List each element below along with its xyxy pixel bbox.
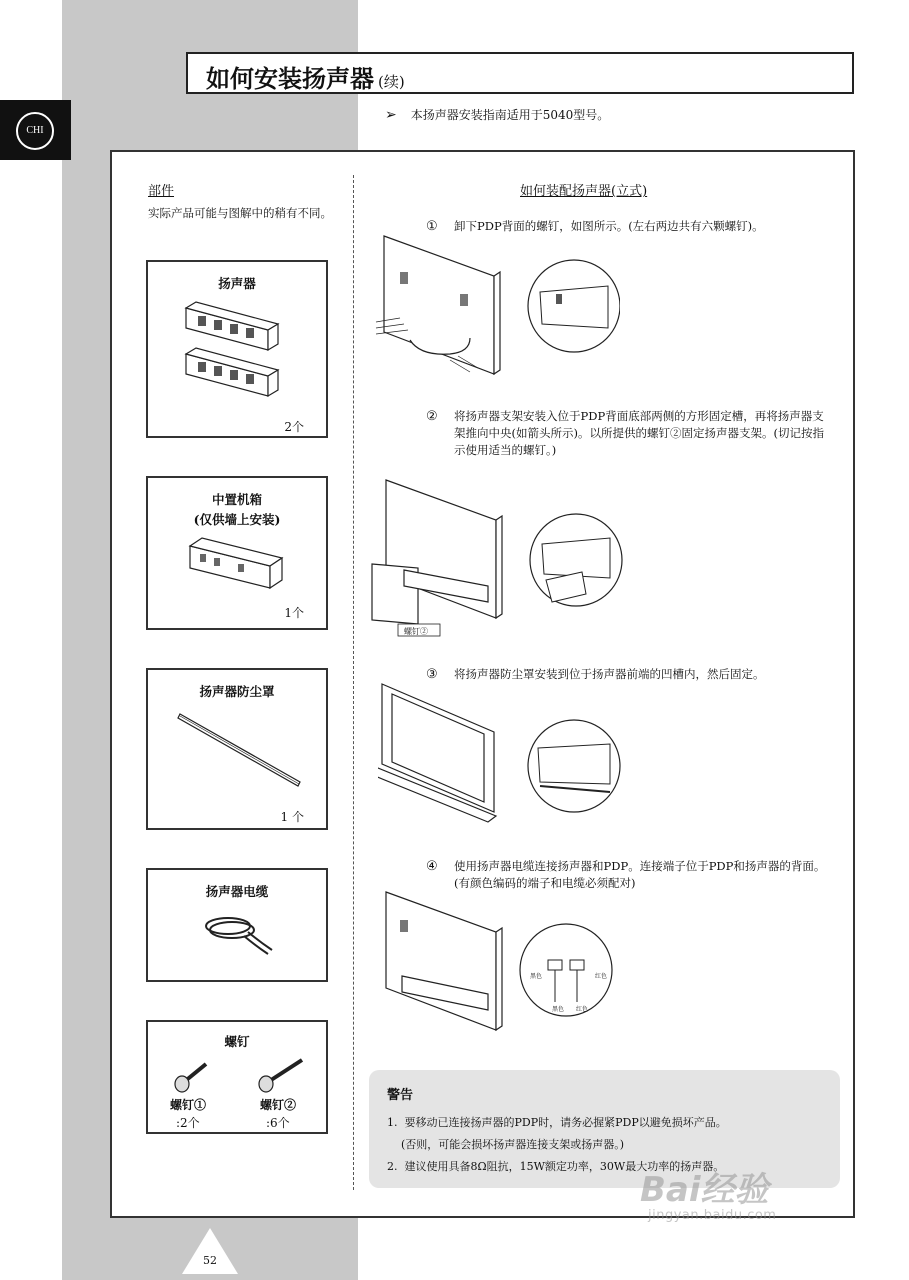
baidu-watermark bbox=[640, 1162, 777, 1223]
watermark-logo: Bai经验 bbox=[640, 1170, 769, 1210]
red-cable-label: 红色 bbox=[576, 1006, 589, 1013]
dust-cover-illustration bbox=[176, 710, 306, 790]
step-1-illustration bbox=[370, 232, 620, 382]
page-number-marker bbox=[182, 1228, 238, 1274]
part-center-box-title: 中置机箱 bbox=[211, 492, 262, 507]
title-box bbox=[186, 52, 854, 94]
speaker-illustration bbox=[178, 298, 298, 408]
center-box-illustration bbox=[184, 534, 294, 594]
page-title-suffix: (续) bbox=[378, 73, 405, 91]
screw-1-icon bbox=[172, 1058, 212, 1094]
part-dust-cover-qty: 1 个 bbox=[280, 810, 304, 824]
warning-title: 警告 bbox=[387, 1088, 414, 1103]
step-3-text: 将扬声器防尘罩安装到位于扬声器前端的凹槽内，然后固定。 bbox=[454, 667, 765, 681]
arrow-icon: ➢ bbox=[385, 107, 397, 123]
assembly-heading: 如何装配扬声器(立式) bbox=[520, 184, 648, 199]
part-speaker-cable-title: 扬声器电缆 bbox=[205, 884, 269, 899]
language-tab bbox=[0, 100, 71, 160]
cable-illustration bbox=[198, 908, 278, 958]
parts-heading: 部件 bbox=[148, 184, 175, 199]
warning-box bbox=[369, 1070, 840, 1188]
part-center-box-subtitle: (仅供墙上安装) bbox=[193, 512, 281, 527]
watermark-url: jingyan.baidu.com bbox=[648, 1208, 777, 1223]
part-screws-title: 螺钉 bbox=[224, 1034, 250, 1049]
page-title-text: 如何安装扬声器 bbox=[206, 64, 374, 93]
model-note-text: 本扬声器安装指南适用于5040型号。 bbox=[410, 108, 610, 122]
part-speaker bbox=[146, 260, 328, 438]
part-screws bbox=[146, 1020, 328, 1134]
parts-note: 实际产品可能与图解中的稍有不同。 bbox=[148, 206, 332, 220]
screw-1-qty: :2个 bbox=[176, 1116, 200, 1130]
step-2-text: 将扬声器支架安装入位于PDP背面底部两侧的方形固定槽，再将扬声器支架推向中央(如箭头所示)。以所提供的螺钉②固定扬声器支架。(切记按指示使用适当的螺钉。) bbox=[454, 409, 824, 457]
part-dust-cover bbox=[146, 668, 328, 830]
step-4-text: 使用扬声器电缆连接扬声器和PDP。连接端子位于PDP和扬声器的背面。(有颜色编码的端子和电缆必须配对) bbox=[454, 859, 826, 890]
part-center-box-qty: 1个 bbox=[284, 606, 304, 620]
step-3-number: ③ bbox=[426, 667, 438, 682]
screw-1-label: 螺钉① bbox=[170, 1098, 207, 1112]
screw-2-label: 螺钉② bbox=[260, 1098, 297, 1112]
warning-line-2: (否则，可能会损坏扬声器连接支架或扬声器。) bbox=[387, 1138, 625, 1151]
part-center-box bbox=[146, 476, 328, 630]
screw-2-icon bbox=[256, 1056, 306, 1094]
column-divider bbox=[353, 175, 354, 1190]
part-speaker-qty: 2个 bbox=[284, 420, 304, 434]
language-tab-label: CHI bbox=[16, 112, 54, 150]
step-4-illustration bbox=[372, 890, 622, 1040]
page-number: 52 bbox=[203, 1254, 217, 1267]
warning-line-1: 1. 要移动已连接扬声器的PDP时，请务必握紧PDP以避免损坏产品。 bbox=[387, 1116, 727, 1129]
screw-2-qty: :6个 bbox=[266, 1116, 290, 1130]
step-1-text: 卸下PDP背面的螺钉，如图所示。(左右两边共有六颗螺钉)。 bbox=[454, 219, 764, 233]
warning-line-3: 2. 建议使用具备8Ω阻抗，15W额定功率，30W最大功率的扬声器。 bbox=[387, 1160, 725, 1173]
part-speaker-cable bbox=[146, 868, 328, 982]
red-terminal-label: 红色 bbox=[595, 973, 608, 980]
part-speaker-title: 扬声器 bbox=[218, 276, 256, 291]
part-dust-cover-title: 扬声器防尘罩 bbox=[199, 684, 275, 699]
step-1-number: ① bbox=[426, 219, 438, 234]
step-4-number: ④ bbox=[426, 859, 438, 874]
step-2-screw-label: 螺钉② bbox=[404, 627, 428, 636]
step-2-number: ② bbox=[426, 409, 438, 424]
black-cable-label: 黑色 bbox=[552, 1006, 565, 1013]
page-title bbox=[206, 59, 405, 94]
black-terminal-label: 黑色 bbox=[530, 973, 543, 980]
step-2-illustration bbox=[368, 478, 628, 638]
model-note bbox=[385, 106, 609, 123]
step-3-illustration bbox=[378, 682, 628, 828]
